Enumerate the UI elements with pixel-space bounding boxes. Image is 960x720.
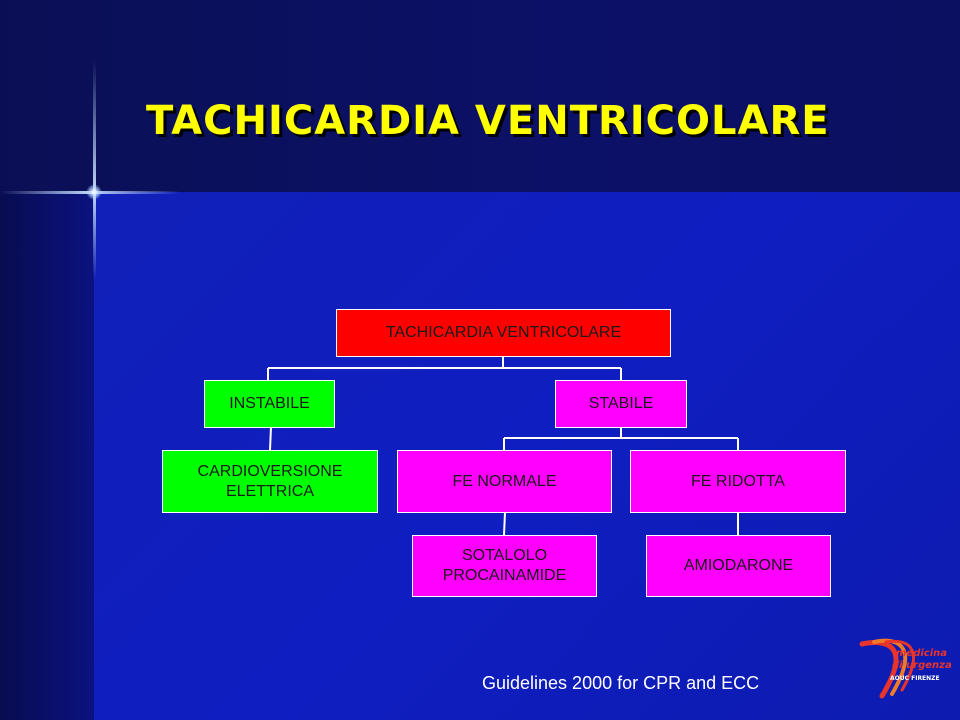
node-amiodarone: AMIODARONE — [646, 535, 831, 597]
logo-line-2: di urgenza — [892, 660, 952, 671]
node-instabile: INSTABILE — [204, 380, 335, 428]
connector-fe-normale-down — [504, 512, 505, 535]
medicina-urgenza-logo — [852, 636, 952, 712]
node-cardioversione-elettrica: CARDIOVERSIONE ELETTRICA — [162, 450, 378, 513]
footer-credit: Guidelines 2000 for CPR and ECC — [482, 673, 760, 693]
node-fe-normale: FE NORMALE — [397, 450, 612, 513]
node-sotalolo-procainamide: SOTALOLO PROCAINAMIDE — [412, 535, 597, 597]
node-stabile: STABILE — [555, 380, 687, 428]
slide-title: TACHICARDIA VENTRICOLARE — [146, 98, 830, 144]
logo-line-1: medicina — [896, 648, 948, 659]
logo-line-3: AOUC FIRENZE — [890, 675, 940, 682]
node-fe-ridotta: FE RIDOTTA — [630, 450, 846, 513]
connector-instabile-down — [270, 427, 271, 450]
node-tachicardia-ventricolare: TACHICARDIA VENTRICOLARE — [336, 309, 671, 357]
